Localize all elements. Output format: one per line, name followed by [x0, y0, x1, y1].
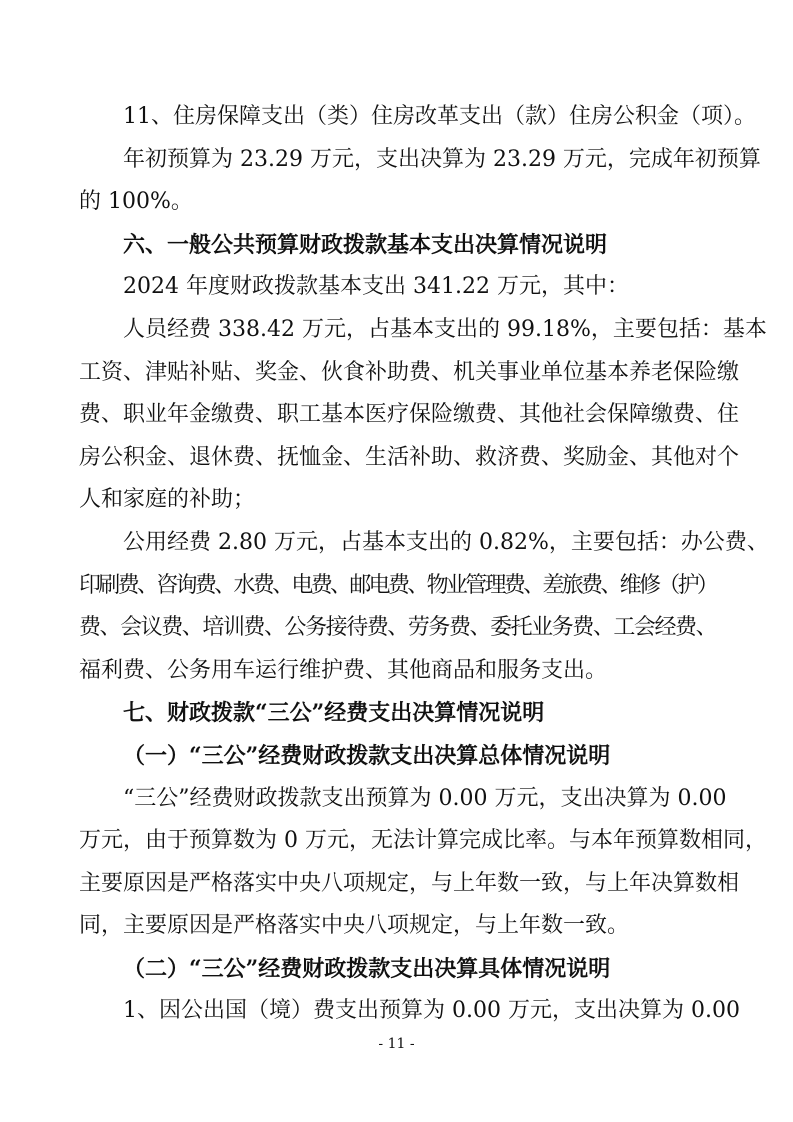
- subsection-heading-one: [79, 735, 716, 778]
- section-heading: 六、一般公共预算财政拨款基本支出决算情况说明: [123, 231, 608, 258]
- section-heading-six: [79, 224, 716, 267]
- subsection-heading-two: [79, 948, 716, 991]
- section-heading: （二）“三公”经费财政拨款支出决算具体情况说明: [123, 955, 611, 982]
- paragraph-three-public-overall: [79, 778, 767, 948]
- text-line: 印刷费、咨询费、水费、电费、邮电费、物业管理费、差旅费、维修（护）: [79, 572, 716, 598]
- text-line: 福利费、公务用车运行维护费、其他商品和服务支出。: [79, 657, 608, 683]
- text-line: 年初预算为 23.29 万元，支出决算为 23.29 万元，完成年初预算: [123, 146, 761, 172]
- text-line: 房公积金、退休费、抚恤金、生活补助、救济费、奖励金、其他对个: [79, 444, 740, 470]
- text-line: 工资、津贴补贴、奖金、伙食补助费、机关事业单位基本养老保险缴: [79, 359, 740, 385]
- paragraph-housing-budget: [79, 139, 761, 224]
- text-line: 2024 年度财政拨款基本支出 341.22 万元，其中：: [123, 274, 629, 300]
- text-line: 费、职业年金缴费、职工基本医疗保险缴费、其他社会保障缴费、住: [79, 402, 740, 428]
- section-heading-seven: [79, 692, 716, 735]
- text-line: 11、住房保障支出（类）住房改革支出（款）住房公积金（项）。: [123, 104, 756, 129]
- text-line: 公用经费 2.80 万元，占基本支出的 0.82%，主要包括：办公费、: [123, 529, 769, 555]
- text-line: “三公”经费财政拨款支出预算为 0.00 万元，支出决算为 0.00: [123, 785, 727, 811]
- paragraph-basic-expenditure-total: [79, 266, 716, 309]
- section-heading: （一）“三公”经费财政拨款支出决算总体情况说明: [123, 742, 611, 769]
- text-line: 人员经费 338.42 万元，占基本支出的 99.18%，主要包括：基本: [123, 316, 767, 342]
- page-number: - 11 -: [378, 1036, 415, 1052]
- text-line: 人和家庭的补助；: [79, 487, 256, 513]
- text-line: 费、会议费、培训费、公务接待费、劳务费、委托业务费、工会经费、: [79, 615, 716, 641]
- paragraph-public-funds: [79, 522, 769, 692]
- text-line: 1、因公出国（境）费支出预算为 0.00 万元，支出决算为 0.00: [123, 998, 740, 1024]
- document-body: [79, 96, 769, 1033]
- paragraph-personnel-funds: [79, 309, 767, 522]
- text-line: 同，主要原因是严格落实中央八项规定，与上年数一致。: [79, 913, 630, 939]
- paragraph-housing-item: [79, 96, 756, 139]
- text-line: 主要原因是严格落实中央八项规定，与上年数一致，与上年决算数相: [79, 870, 740, 896]
- section-heading: 七、财政拨款“三公”经费支出决算情况说明: [123, 700, 545, 727]
- paragraph-overseas-travel: [79, 990, 740, 1033]
- text-line: 的 100%。: [79, 189, 193, 215]
- text-line: 万元，由于预算数为 0 万元，无法计算完成比率。与本年预算数相同，: [79, 828, 767, 854]
